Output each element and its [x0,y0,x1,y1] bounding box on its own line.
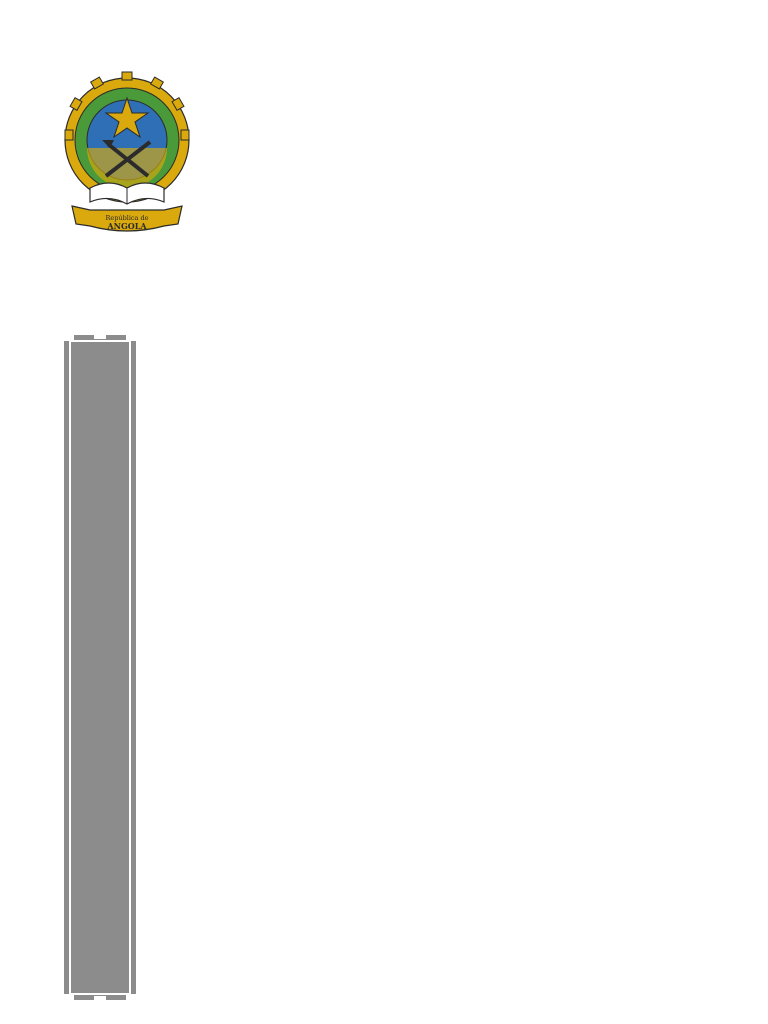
svg-text:ANGOLA: ANGOLA [107,221,147,231]
publication-title [248,114,703,214]
summary-content [159,335,703,346]
summary-sidebar [64,335,136,1000]
svg-text:República de: República de [105,214,149,222]
coat-of-arms-emblem [62,68,192,246]
